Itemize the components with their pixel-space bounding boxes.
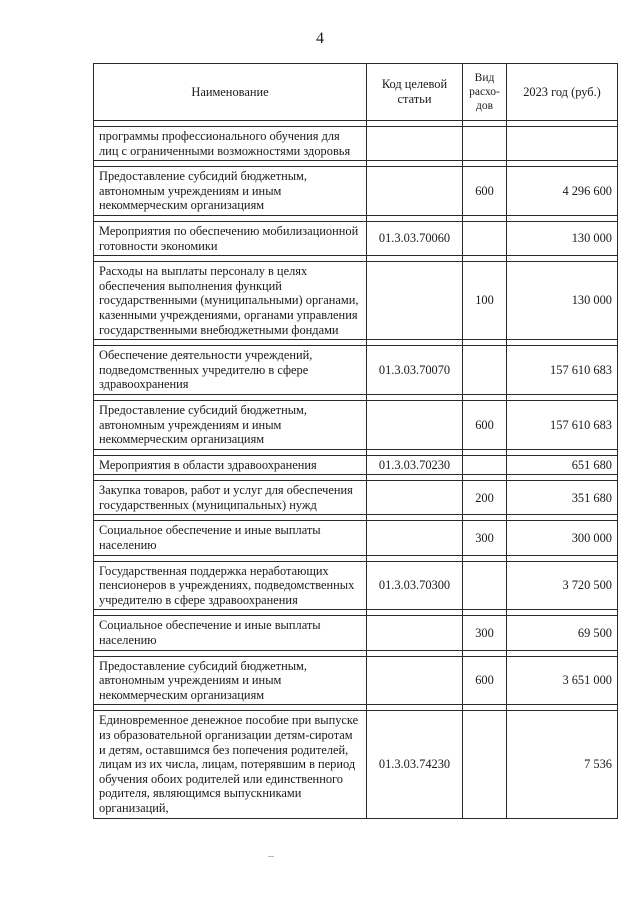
row-name-cell: Социальное обеспечение и иные выплаты населению — [94, 616, 367, 650]
table-row — [94, 656, 618, 705]
row-amount-cell: 351 680 — [507, 481, 618, 515]
row-code-cell — [367, 127, 463, 161]
header-name: Наименование — [94, 64, 367, 121]
row-name-cell: Единовременное денежное пособие при выпуске из образовательной организации детям-сиротам и детям, оставшимся без попечения родителей, лицам из их числа, лицам, потерявшим в период обучения обоих родителей или единственного родителя, являющимся выпускниками организаций, — [94, 711, 367, 818]
row-code-cell — [367, 400, 463, 449]
header-code: Код целевой статьи — [367, 64, 463, 121]
table-row — [94, 221, 618, 255]
row-name-cell: Мероприятия в области здравоохранения — [94, 455, 367, 475]
row-name-cell: Предоставление субсидий бюджетным, автономным учреждениям и иным некоммерческим организациям — [94, 167, 367, 216]
header-type: Вид расхо-дов — [463, 64, 507, 121]
row-type-cell: 600 — [463, 400, 507, 449]
table-row — [94, 167, 618, 216]
row-amount-cell: 157 610 683 — [507, 346, 618, 395]
table-row — [94, 346, 618, 395]
row-type-cell: 100 — [463, 262, 507, 340]
row-amount-cell: 3 720 500 — [507, 561, 618, 610]
row-code-cell — [367, 616, 463, 650]
row-name-cell: Обеспечение деятельности учреждений, подведомственных учредителю в сфере здравоохранения — [94, 346, 367, 395]
row-code-cell: 01.3.03.70060 — [367, 221, 463, 255]
row-code-cell — [367, 167, 463, 216]
row-code-cell — [367, 656, 463, 705]
row-name-cell: Предоставление субсидий бюджетным, автономным учреждениям и иным некоммерческим организациям — [94, 656, 367, 705]
row-amount-cell: 130 000 — [507, 262, 618, 340]
row-code-cell: 01.3.03.70070 — [367, 346, 463, 395]
row-name-cell: Закупка товаров, работ и услуг для обеспечения государственных (муниципальных) нужд — [94, 481, 367, 515]
row-type-cell: 300 — [463, 616, 507, 650]
row-amount-cell: 300 000 — [507, 521, 618, 555]
row-type-cell — [463, 127, 507, 161]
row-amount-cell: 130 000 — [507, 221, 618, 255]
table-row — [94, 616, 618, 650]
table-row — [94, 521, 618, 555]
table-row — [94, 400, 618, 449]
row-type-cell: 600 — [463, 656, 507, 705]
row-code-cell: 01.3.03.74230 — [367, 711, 463, 818]
row-name-cell: Расходы на выплаты персоналу в целях обеспечения выполнения функций государственными (муниципальными) органами, казенными учреждениями, органами управления государственными внебюджетными фондами — [94, 262, 367, 340]
row-name-cell: Мероприятия по обеспечению мобилизационной готовности экономики — [94, 221, 367, 255]
row-type-cell — [463, 346, 507, 395]
row-code-cell — [367, 481, 463, 515]
row-type-cell: 300 — [463, 521, 507, 555]
budget-table — [93, 63, 618, 819]
row-name-cell: Социальное обеспечение и иные выплаты населению — [94, 521, 367, 555]
row-amount-cell: 3 651 000 — [507, 656, 618, 705]
row-code-cell: 01.3.03.70230 — [367, 455, 463, 475]
row-amount-cell: 7 536 — [507, 711, 618, 818]
row-type-cell: 200 — [463, 481, 507, 515]
row-type-cell — [463, 561, 507, 610]
row-amount-cell: 157 610 683 — [507, 400, 618, 449]
row-amount-cell: 4 296 600 — [507, 167, 618, 216]
page-number: 4 — [316, 30, 324, 47]
table-header-row — [94, 64, 618, 121]
row-amount-cell — [507, 127, 618, 161]
row-type-cell — [463, 711, 507, 818]
table-row — [94, 127, 618, 161]
row-name-cell: Государственная поддержка неработающих пенсионеров в учреждениях, подведомственных учредителю в сфере здравоохранения — [94, 561, 367, 610]
row-code-cell — [367, 521, 463, 555]
scan-mark — [268, 856, 274, 857]
row-type-cell — [463, 455, 507, 475]
table-row — [94, 262, 618, 340]
row-amount-cell: 69 500 — [507, 616, 618, 650]
row-amount-cell: 651 680 — [507, 455, 618, 475]
table-row — [94, 481, 618, 515]
row-name-cell: программы профессионального обучения для лиц с ограниченными возможностями здоровья — [94, 127, 367, 161]
row-code-cell — [367, 262, 463, 340]
header-amount: 2023 год (руб.) — [507, 64, 618, 121]
row-type-cell — [463, 221, 507, 255]
table-row — [94, 561, 618, 610]
row-name-cell: Предоставление субсидий бюджетным, автономным учреждениям и иным некоммерческим организациям — [94, 400, 367, 449]
row-code-cell: 01.3.03.70300 — [367, 561, 463, 610]
table-row — [94, 711, 618, 818]
table-row — [94, 455, 618, 475]
table-body — [94, 121, 618, 819]
row-type-cell: 600 — [463, 167, 507, 216]
